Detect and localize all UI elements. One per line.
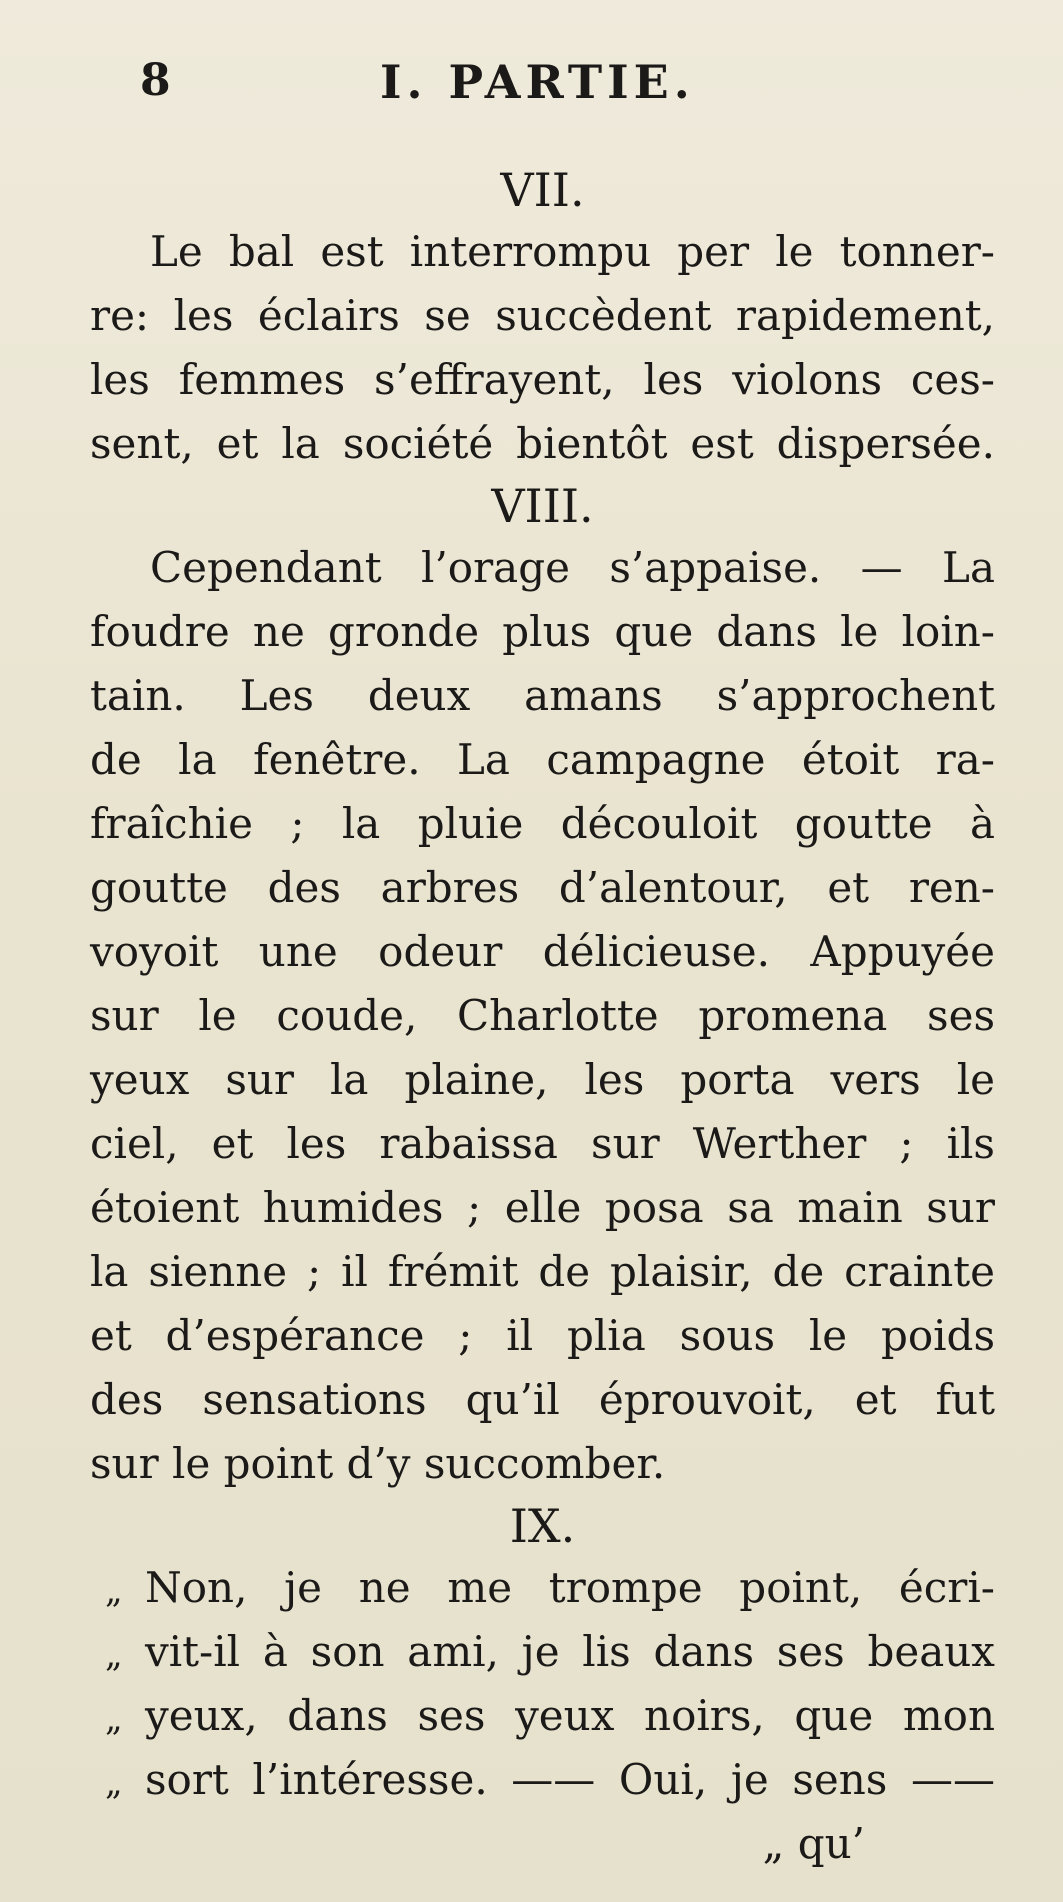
text-line: étoient humides ; elle posa sa main sur <box>90 1183 995 1232</box>
quoted-line-text: Non, je ne me trompe point, écri- <box>145 1563 995 1612</box>
quoted-line <box>90 1620 995 1684</box>
text-line: les femmes s’effrayent, les violons ces- <box>90 355 995 404</box>
text-line: re: les éclairs se succèdent rapidement, <box>90 291 995 340</box>
body-text <box>90 160 995 1876</box>
quote-mark: „ <box>105 1763 123 1803</box>
quote-mark: „ <box>105 1571 123 1611</box>
section-heading-viii: VIII. <box>491 479 594 533</box>
text-line: sur le coude, Charlotte promena ses <box>90 991 995 1040</box>
quoted-line <box>90 1748 995 1812</box>
quote-mark: „ <box>105 1635 123 1675</box>
text-line: yeux sur la plaine, les porta vers le <box>90 1055 995 1104</box>
text-line: et d’espérance ; il plia sous le poids <box>90 1311 995 1360</box>
quoted-line <box>90 1556 995 1620</box>
text-line: goutte des arbres d’alentour, et ren- <box>90 863 995 912</box>
text-line: des sensations qu’il éprouvoit, et fut <box>90 1375 995 1424</box>
text-line: sur le point d’y succomber. <box>90 1439 666 1488</box>
text-line: ciel, et les rabaissa sur Werther ; ils <box>90 1119 995 1168</box>
text-line: la sienne ; il frémit de plaisir, de crainte <box>90 1247 995 1296</box>
text-line: de la fenêtre. La campagne étoit ra- <box>90 735 995 784</box>
text-line: foudre ne gronde plus que dans le loin- <box>90 607 995 656</box>
page-number: 8 <box>140 55 171 106</box>
page-header <box>130 40 770 120</box>
catchword: „ qu’ <box>762 1819 865 1868</box>
quoted-line-text: yeux, dans ses yeux noirs, que mon <box>145 1691 995 1740</box>
text-line: Le bal est interrompu per le tonner- <box>150 227 995 276</box>
text-line: sent, et la société bientôt est dispersée. <box>90 419 995 468</box>
quoted-line <box>90 1684 995 1748</box>
text-line: Cependant l’orage s’appaise. — La <box>150 543 995 592</box>
text-line: tain. Les deux amans s’approchent <box>90 671 995 720</box>
running-title: I. PARTIE. <box>380 55 695 109</box>
section-heading-vii: VII. <box>500 163 585 217</box>
section-heading-ix: IX. <box>509 1499 576 1553</box>
quote-mark: „ <box>105 1699 123 1739</box>
quoted-line-text: vit-il à son ami, je lis dans ses beaux <box>145 1627 995 1676</box>
quoted-line-text: sort l’intéresse. —— Oui, je sens —— <box>145 1755 995 1804</box>
text-line: fraîchie ; la pluie découloit goutte à <box>90 799 995 848</box>
text-line: voyoit une odeur délicieuse. Appuyée <box>90 927 995 976</box>
